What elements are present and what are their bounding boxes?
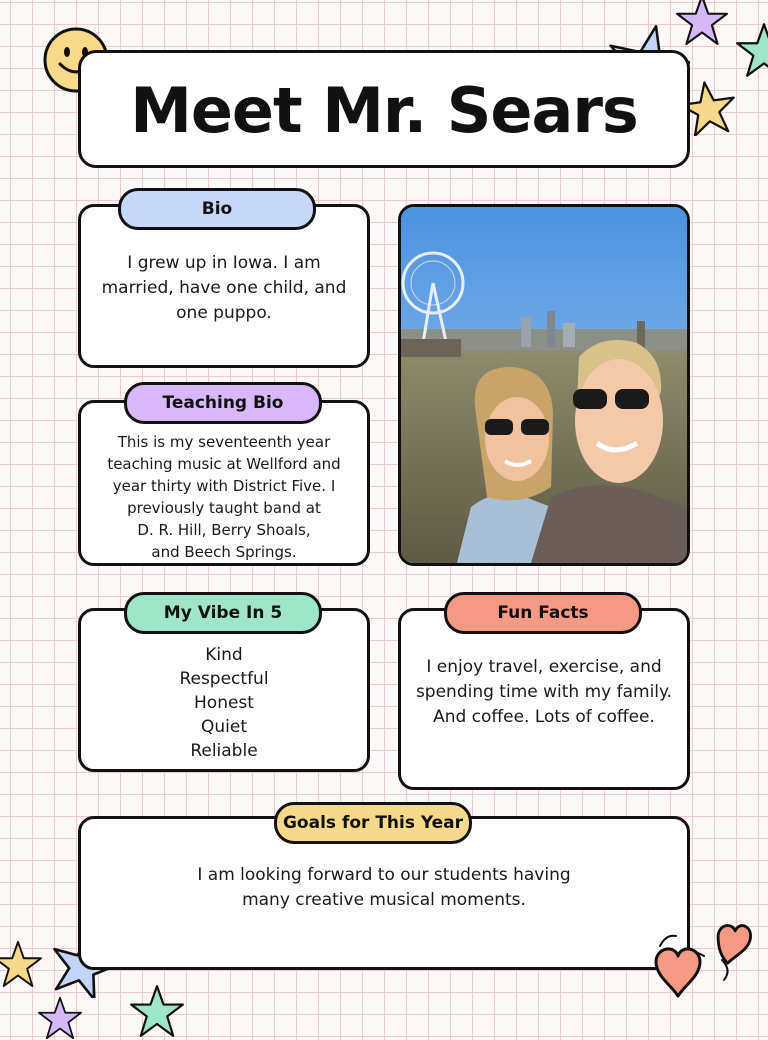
teaching-bio-card <box>78 400 370 566</box>
star-icon <box>676 0 728 46</box>
fun-facts-line: And coffee. Lots of coffee. <box>433 707 655 727</box>
selfie-photo-illustration <box>401 207 687 563</box>
fun-facts-line: I enjoy travel, exercise, and <box>426 657 662 677</box>
bio-text: I grew up in Iowa. I am married, have one child, and one puppo. <box>101 253 347 323</box>
vibe-item: Respectful <box>179 669 269 689</box>
bio-label: Bio <box>118 188 316 230</box>
teaching-bio-line: previously taught band at <box>127 499 321 517</box>
vibe-item: Reliable <box>190 741 258 761</box>
teaching-bio-line: teaching music at Wellford and <box>107 455 341 473</box>
vibe-item: Kind <box>205 645 243 665</box>
fun-facts-card <box>398 608 690 790</box>
vibe-item: Quiet <box>200 717 247 737</box>
star-icon <box>38 996 82 1040</box>
teaching-bio-line: This is my seventeenth year <box>117 433 331 451</box>
star-icon <box>130 984 184 1038</box>
star-icon <box>736 22 768 78</box>
fun-facts-line: spending time with my family. <box>415 682 673 702</box>
vibe-label: My Vibe In 5 <box>124 592 322 634</box>
teaching-bio-line: D. R. Hill, Berry Shoals, <box>137 521 311 539</box>
goals-line: many creative musical moments. <box>242 890 526 910</box>
teaching-bio-label: Teaching Bio <box>124 382 322 424</box>
vibe-item: Honest <box>194 693 254 713</box>
goals-line: I am looking forward to our students having <box>197 865 571 885</box>
title-card <box>78 50 690 168</box>
teaching-bio-line: year thirty with District Five. I <box>112 477 336 495</box>
heart-icon <box>652 912 762 1004</box>
goals-label: Goals for This Year <box>274 802 472 844</box>
star-icon <box>0 940 42 988</box>
page-title: Meet Mr. Sears <box>130 74 638 147</box>
teacher-photo <box>398 204 690 566</box>
teaching-bio-line: and Beech Springs. <box>151 543 297 561</box>
fun-facts-label: Fun Facts <box>444 592 642 634</box>
